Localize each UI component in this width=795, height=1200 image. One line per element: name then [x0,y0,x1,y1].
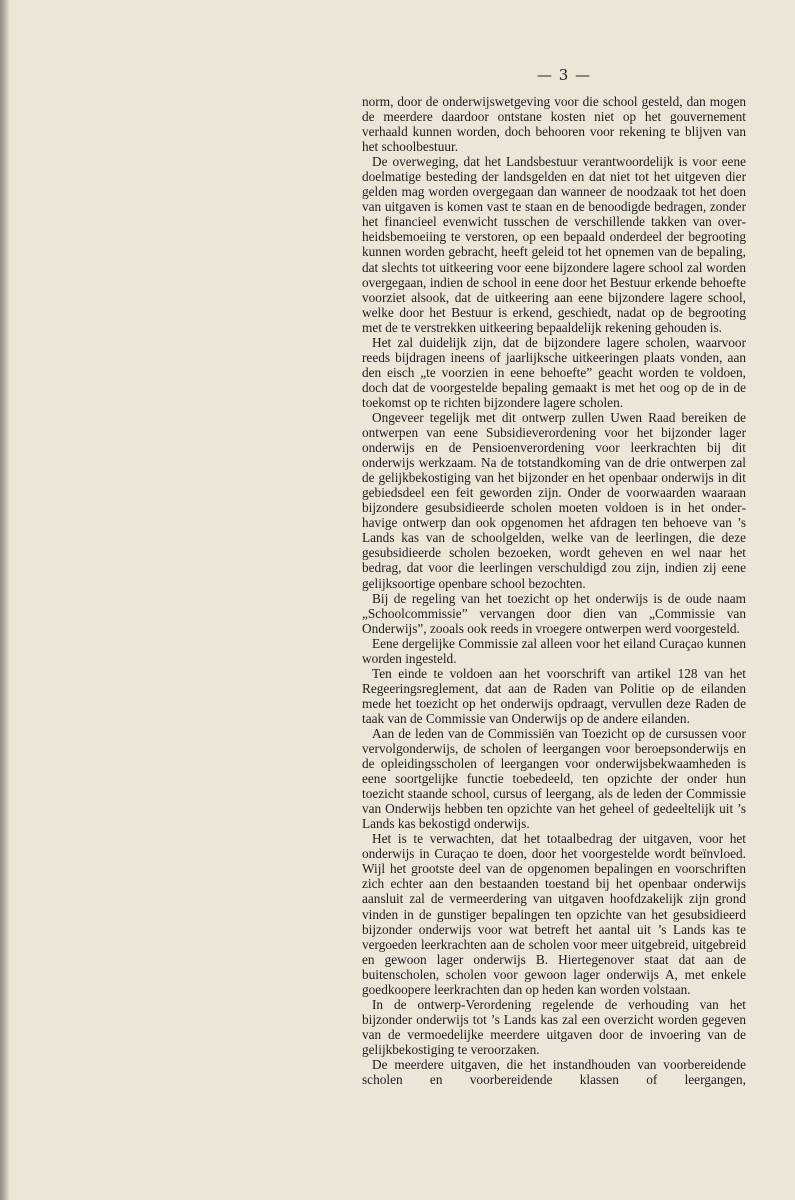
paragraph: norm, door de onderwijswetgeving voor die school gesteld, dan mogen de meerdere daardoor ontstane kosten niet op het gouvernement verhaald kunnen worden, doch behooren voor rekening te blijven van het schoolbestuur. [362,94,746,155]
page-number: — 3 — [537,66,592,84]
paragraph: Het is te verwachten, dat het totaalbedrag der uitgaven, voor het onderwijs in Curaçao te doen, door het voorgestelde wordt beïnvloed. Wijl het grootste deel van de opgenomen bepalingen en voorschriften zich echter aan den bestaanden toestand bij het openbaar onderwijs aansluit zal de vermeerdering van uitgaven hoofdzakelijk zijn grond vinden in de gunstiger bepalingen ten opzichte van het gesubsidieerd bijzonder onderwijs voor wat betreft het aantal uit ’s Lands kas te vergoeden leerkrachten aan de scholen voor meer uitgebreid, uitgebreid en gewoon lager onderwijs B. Hiertegenover staat dat aan de buitenscholen, scholen voor gewoon lager onderwijs A, met enkele goedkoopere leerkrachten dan op heden kan worden volstaan. [362,831,746,997]
paragraph: Het zal duidelijk zijn, dat de bijzondere lagere scholen, waarvoor reeds bijdragen ineens of jaarlijksche uitkeeringen plaats vonden, aan den eisch „te voorzien in eene behoefte” geacht worden te voldoen, doch dat de voorgestelde bepaling gemaakt is met het oog op de in de toekomst op te richten bijzondere lagere scholen. [362,334,746,410]
paragraph: Bij de regeling van het toezicht op het onderwijs is de oude naam „Schoolcommissie” vervangen door dien van „Commissie van Onderwijs”, zooals ook reeds in vroegere ontwerpen werd voorgesteld. [362,590,746,636]
body-text [362,94,746,1087]
paragraph: Eene dergelijke Commissie zal alleen voor het eiland Curaçao kunnen worden ingesteld. [362,635,746,666]
binding-edge [0,0,9,1200]
paragraph: Aan de leden van de Commissiën van Toezicht op de cursussen voor vervolgonderwijs, de scholen of leergangen voor beroepsonderwijs en de opleidingsscholen of leergangen voor onderwijsbekwaamheden is eene soortgelijke functie toebedeeld, ten opzichte der onder hun toezicht staande school, cursus of leergang, als de leden der Commissie van Onderwijs hebben ten opzichte van het geheel of gedeeltelijk uit ’s Lands kas bekostigd onderwijs. [362,725,746,832]
paragraph: Ten einde te voldoen aan het voorschrift van artikel 128 van het Regeeringsreglement, dat aan de Raden van Politie op de eilanden mede het toezicht op het onderwijs opdraagt, vervullen deze Raden de taak van de Commissie van Onderwijs op de andere eilanden. [362,665,746,726]
paragraph: Ongeveer tegelijk met dit ontwerp zullen Uwen Raad bereiken de ontwerpen van eene Subsidieverordening voor het bijzonder lager onderwijs en de Pensioenverordening voor leerkrachten bij dit onderwijs werkzaam. Na de totstandkoming van de drie ontwerpen zal de gelijkbekostiging van het bijzonder en het openbaar onderwijs in dit gebiedsdeel een feit geworden zijn. Onder de voorwaarden waaraan bijzondere gesubsidieerde scholen moeten voldoen is in het onderhavige ontwerp dan ook opgenomen het afdragen ten behoeve van ’s Lands kas van de schoolgelden, welke van de leerlingen, die deze gesubsidieerde scholen bezoeken, wordt geheven en wel naar het bedrag, dat voor die leerlingen verschuldigd zou zijn, indien zij eene gelijksoortige openbare school bezochten. [362,409,746,591]
paragraph: De meerdere uitgaven, die het instandhouden van voorbereidende scholen en voorbereidende klassen of leergangen, [362,1057,746,1088]
paragraph: De overweging, dat het Landsbestuur verantwoordelijk is voor eene doelmatige besteding der landsgelden en dat niet tot het uitgeven dier gelden mag worden overgegaan dan wanneer de noodzaak tot het doen van uitgaven is komen vast te staan en de benoodigde bedragen, zonder het financieel evenwicht tusschen de verschillende takken van overheidsbemoeiing te verstoren, op een bepaald onderdeel der begrooting kunnen worden gebracht, heeft geleid tot het opnemen van de bepaling, dat slechts tot uitkeering voor eene bijzondere lagere school zal worden overgegaan, indien de school in eene door het Bestuur erkende behoefte voorziet alsook, dat de uitkeering aan eene bijzondere lagere school, welke door het Bestuur is erkend, geschiedt, nadat op de begrooting met de te verstrekken uitkeering bepaaldelijk rekening gehouden is. [362,154,746,335]
paragraph: In de ontwerp-Verordening regelende de verhouding van het bijzonder onderwijs tot ’s Lands kas zal een overzicht worden gegeven van de vermoedelijke meerdere uitgaven door de invoering van de gelijkbekostiging te veroorzaken. [362,996,746,1057]
